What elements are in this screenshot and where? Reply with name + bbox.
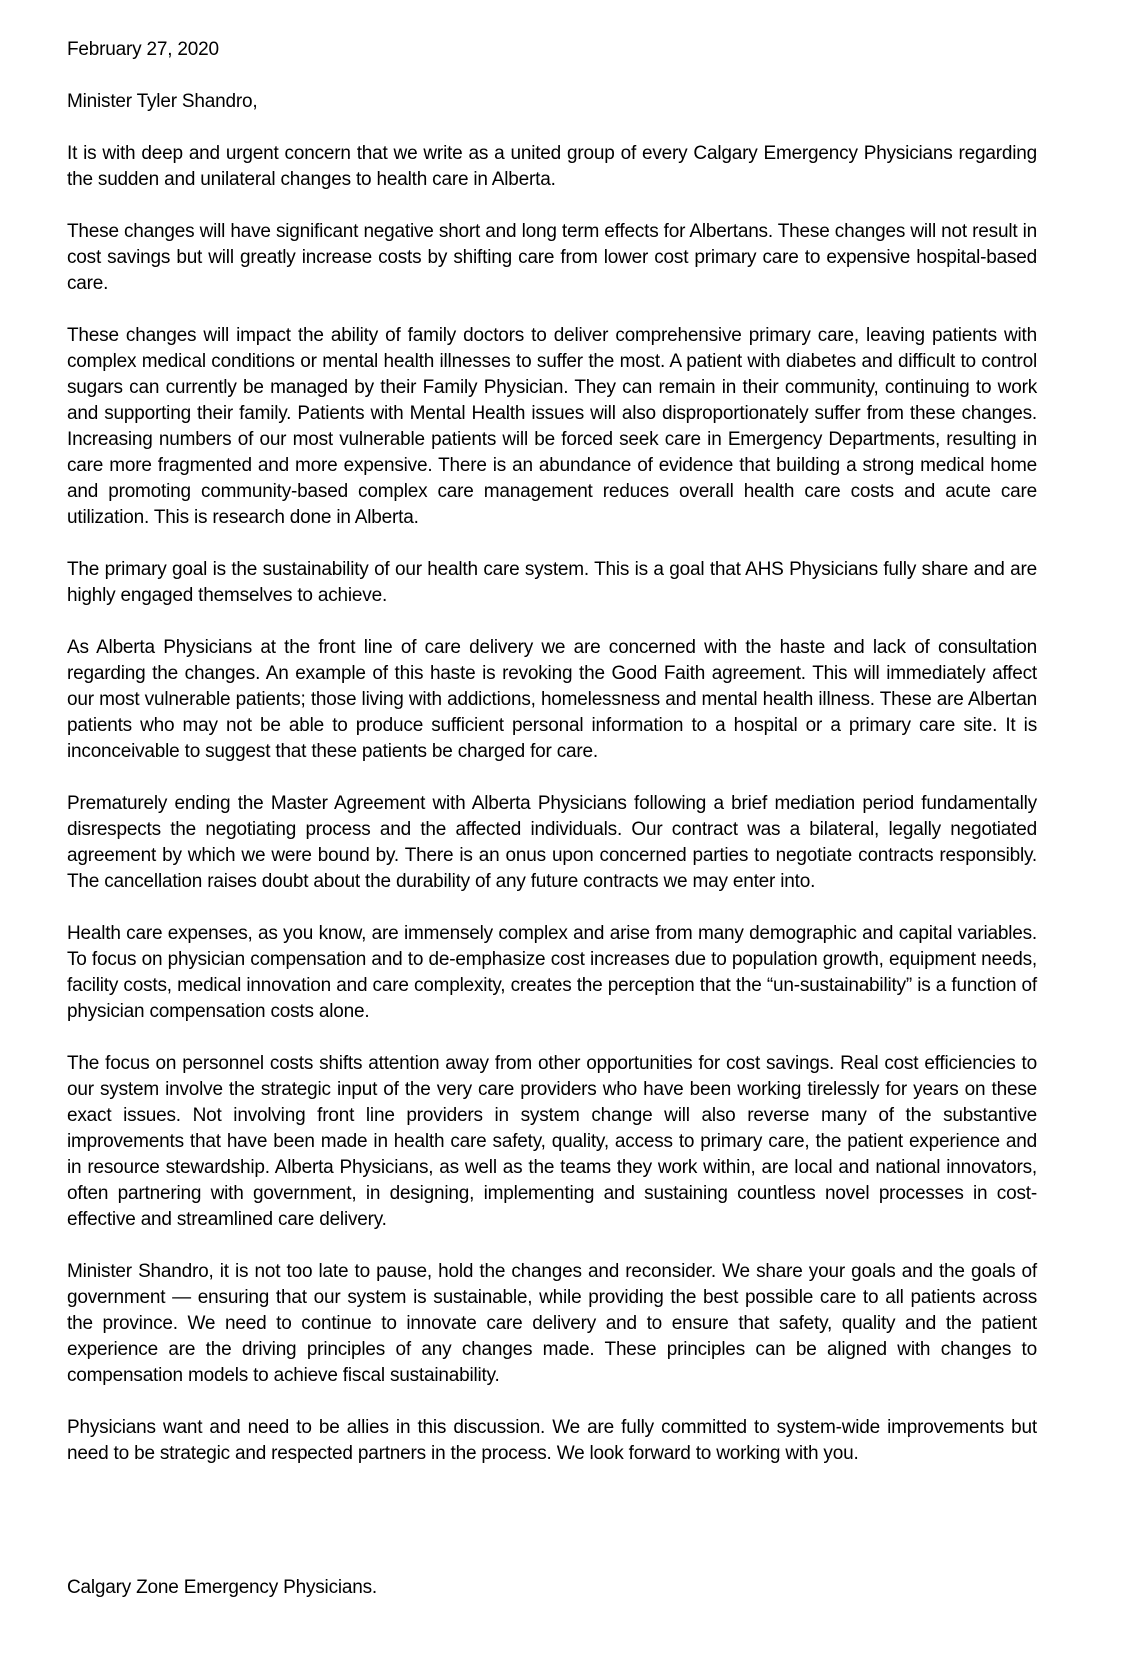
- letter-paragraph: Prematurely ending the Master Agreement with Alberta Physicians following a brief mediation period fundamentally disrespects the negotiating process and the affected individuals. Our contract was a bilateral, legally negotiated agreement by which we were bound by. There is an onus upon concerned parties to negotiate contracts responsibly. The cancellation raises doubt about the durability of any future contracts we may enter into.: [67, 793, 1037, 892]
- letter-paragraph: These changes will impact the ability of family doctors to deliver comprehensive primary care, leaving patients with complex medical conditions or mental health illnesses to suffer the most. A patient with diabetes and difficult to control sugars can currently be managed by their Family Physician. They can remain in their community, continuing to work and supporting their family. Patients with Mental Health issues will also disproportionately suffer from these changes. Increasing numbers of our most vulnerable patients will be forced seek care in Emergency Departments, resulting in care more fragmented and more expensive. There is an abundance of evidence that building a strong medical home and promoting community-based complex care management reduces overall health care costs and acute care utilization. This is research done in Alberta.: [67, 325, 1037, 528]
- letter-body: [67, 37, 1037, 1601]
- letter-paragraph: Minister Shandro, it is not too late to pause, hold the changes and reconsider. We share your goals and the goals of government — ensuring that our system is sustainable, while providing the best possible care to all patients across the province. We need to continue to innovate care delivery and to ensure that safety, quality and the patient experience are the driving principles of any changes made. These principles can be aligned with changes to compensation models to achieve fiscal sustainability.: [67, 1261, 1037, 1386]
- letter-paragraph: The focus on personnel costs shifts attention away from other opportunities for cost savings. Real cost efficiencies to our system involve the strategic input of the very care providers who have been working tirelessly for years on these exact issues. Not involving front line providers in system change will also reverse many of the substantive improvements that have been made in health care safety, quality, access to primary care, the patient experience and in resource stewardship. Alberta Physicians, as well as the teams they work within, are local and national innovators, often partnering with government, in designing, implementing and sustaining countless novel processes in cost-effective and streamlined care delivery.: [67, 1053, 1037, 1230]
- letter-paragraph: Health care expenses, as you know, are immensely complex and arise from many demographic and capital variables. To focus on physician compensation and to de-emphasize cost increases due to population growth, equipment needs, facility costs, medical innovation and care complexity, creates the perception that the “un-sustainability” is a function of physician compensation costs alone.: [67, 923, 1037, 1022]
- letter-paragraph: Physicians want and need to be allies in this discussion. We are fully committed to system-wide improvements but need to be strategic and respected partners in the process. We look forward to working with you.: [67, 1417, 1037, 1464]
- letter-signature: Calgary Zone Emergency Physicians.: [67, 1577, 378, 1598]
- letter-paragraph: These changes will have significant negative short and long term effects for Albertans. These changes will not result in cost savings but will greatly increase costs by shifting care from lower cost primary care to expensive hospital-based care.: [67, 221, 1037, 294]
- letter-paragraph: The primary goal is the sustainability of our health care system. This is a goal that AHS Physicians fully share and are highly engaged themselves to achieve.: [67, 559, 1037, 606]
- letter-paragraph: As Alberta Physicians at the front line of care delivery we are concerned with the haste and lack of consultation regarding the changes. An example of this haste is revoking the Good Faith agreement. This will immediately affect our most vulnerable patients; those living with addictions, homelessness and mental health illness. These are Albertan patients who may not be able to produce sufficient personal information to a hospital or a primary care site. It is inconceivable to suggest that these patients be charged for care.: [67, 637, 1037, 762]
- letter-paragraph: It is with deep and urgent concern that we write as a united group of every Calgary Emergency Physicians regarding the sudden and unilateral changes to health care in Alberta.: [67, 143, 1037, 190]
- letter-date: February 27, 2020: [67, 39, 219, 60]
- letter-salutation: Minister Tyler Shandro,: [67, 91, 258, 112]
